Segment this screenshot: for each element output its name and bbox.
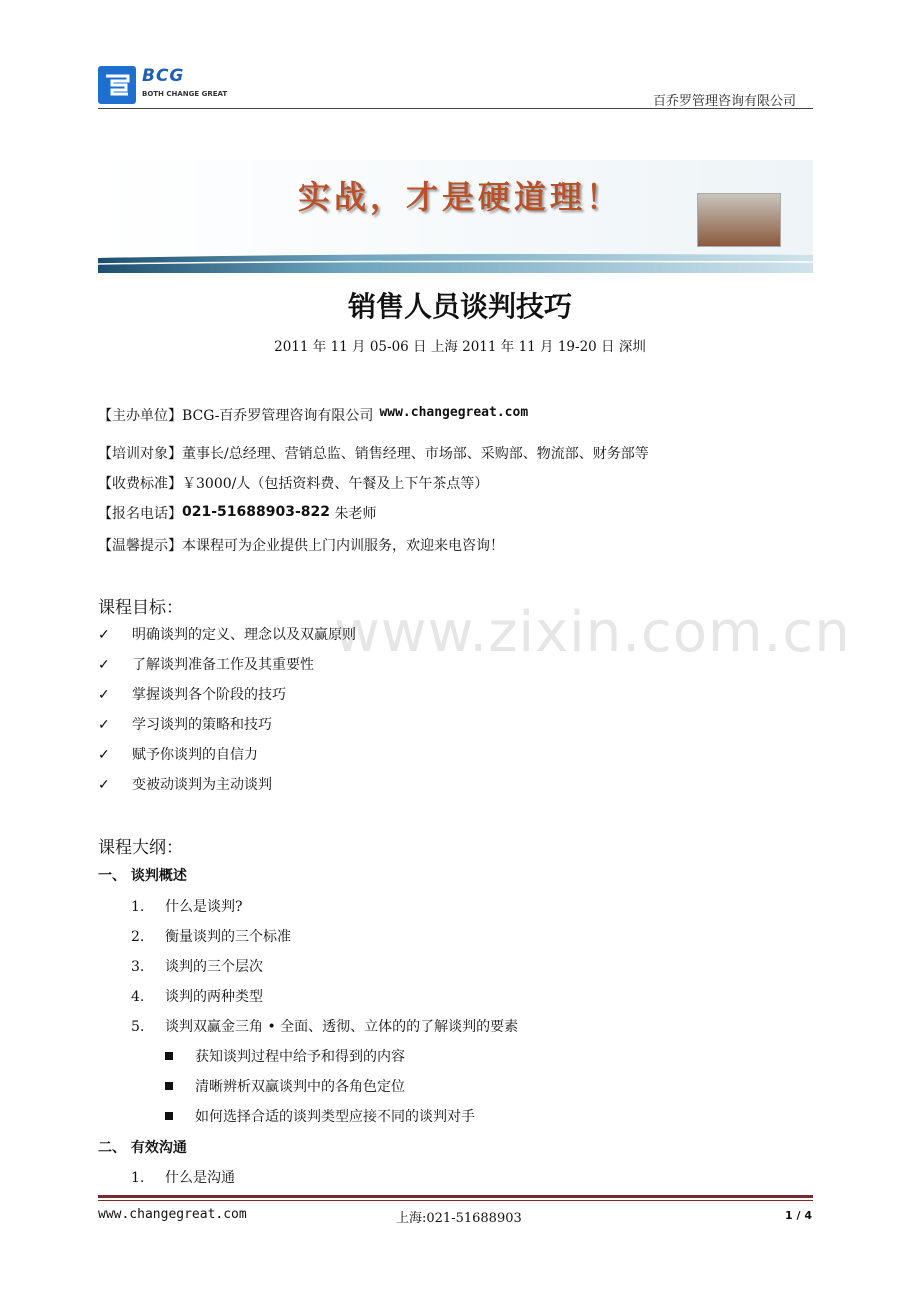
list-item: ✓ 学习谈判的策略和技巧 xyxy=(98,717,272,733)
fee-label: 【收费标准】 xyxy=(98,476,182,492)
logo-text: BCG xyxy=(142,66,185,86)
list-item: ✓ 变被动谈判为主动谈判 xyxy=(98,777,272,793)
list-item: ✓ 明确谈判的定义、理念以及双赢原则 xyxy=(98,627,356,643)
page-title: 销售人员谈判技巧 xyxy=(347,290,572,323)
watermark: www.zixin.com.cn xyxy=(334,600,851,665)
outline-section-2: 二、 有效沟通 xyxy=(98,1140,187,1156)
audience-label: 【培训对象】 xyxy=(98,446,182,462)
phone-label: 【报名电话】 xyxy=(98,506,182,522)
page-number: 1 / 4 xyxy=(785,1209,812,1222)
list-item: 如何选择合适的谈判类型应接不同的谈判对手 xyxy=(165,1106,475,1126)
outline-heading: 课程大纲： xyxy=(98,838,183,858)
list-item: ✓ 了解谈判准备工作及其重要性 xyxy=(98,657,314,673)
organizer-label: 【主办单位】 xyxy=(98,408,182,424)
header-divider xyxy=(98,108,813,109)
audience-value: 董事长/总经理、营销总监、销售经理、市场部、采购部、物流部、财务部等 xyxy=(182,446,649,462)
fee-value: ￥3000/人（包括资料费、午餐及上下午茶点等） xyxy=(182,476,489,492)
list-item: 1. 什么是谈判? xyxy=(131,899,243,915)
list-item: 获知谈判过程中给予和得到的内容 xyxy=(165,1046,405,1066)
footer-phone: 上海:021-51688903 xyxy=(396,1211,522,1226)
phone-number: 021-51688903-822 xyxy=(182,504,330,520)
info-phone xyxy=(98,503,376,523)
square-bullet-icon xyxy=(165,1112,173,1120)
tip-value: 本课程可为企业提供上门内训服务，欢迎来电咨询！ xyxy=(182,538,504,554)
list-item: ✓ 赋予你谈判的自信力 xyxy=(98,747,258,763)
check-icon: ✓ xyxy=(98,717,110,733)
check-icon: ✓ xyxy=(98,687,110,703)
footer-website[interactable]: www.changegreat.com xyxy=(98,1207,247,1222)
list-item: 1. 什么是沟通 xyxy=(131,1170,235,1186)
info-tip xyxy=(98,535,504,555)
footer-divider xyxy=(98,1195,813,1198)
square-bullet-icon xyxy=(165,1082,173,1090)
footer-divider-thin xyxy=(98,1200,813,1201)
list-item: ✓ 掌握谈判各个阶段的技巧 xyxy=(98,687,286,703)
check-icon: ✓ xyxy=(98,747,110,763)
bcg-logo-icon xyxy=(98,66,136,104)
info-fee xyxy=(98,473,488,493)
list-item: 4. 谈判的两种类型 xyxy=(131,989,263,1005)
list-item: 5. 谈判双赢金三角 • 全面、透彻、立体的的了解谈判的要素 xyxy=(131,1019,519,1035)
check-icon: ✓ xyxy=(98,657,110,673)
goals-heading: 课程目标： xyxy=(98,598,183,618)
organizer-value: BCG-百乔罗管理咨询有限公司 xyxy=(182,408,374,424)
course-dates: 2011 年 11 月 05-06 日 上海 2011 年 11 月 19-20 日 深圳 xyxy=(274,339,646,355)
outline-section-1: 一、 谈判概述 xyxy=(98,868,187,884)
meeting-photo xyxy=(697,193,781,247)
info-audience xyxy=(98,443,649,463)
check-icon: ✓ xyxy=(98,627,110,643)
check-icon: ✓ xyxy=(98,777,110,793)
info-organizer xyxy=(98,405,528,425)
website-link[interactable]: www.changegreat.com xyxy=(379,405,529,420)
logo-subtitle: BOTH CHANGE GREAT xyxy=(142,90,228,98)
tip-label: 【温馨提示】 xyxy=(98,538,182,554)
list-item: 清晰辨析双赢谈判中的各角色定位 xyxy=(165,1076,405,1096)
list-item: 2. 衡量谈判的三个标准 xyxy=(131,929,291,945)
square-bullet-icon xyxy=(165,1052,173,1060)
phone-contact: 朱老师 xyxy=(330,506,377,522)
banner-slogan: 实战，才是硬道理！ xyxy=(298,178,623,216)
header-company: 百乔罗管理咨询有限公司 xyxy=(652,94,796,109)
list-item: 3. 谈判的三个层次 xyxy=(131,959,263,975)
